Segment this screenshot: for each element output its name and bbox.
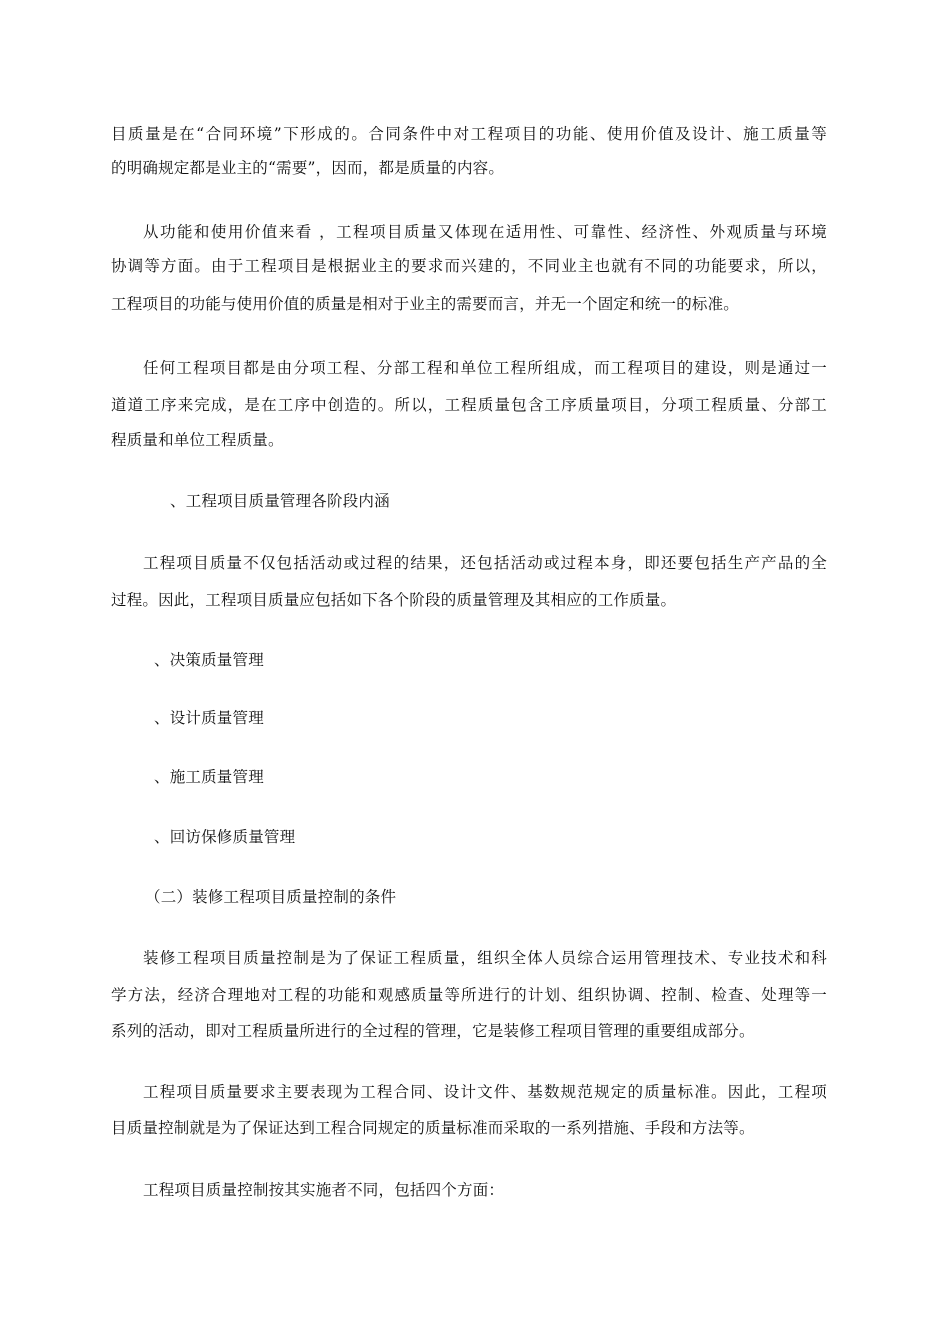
paragraph-line: 程质量和单位工程质量。 bbox=[111, 431, 284, 449]
list-item: 、决策质量管理 bbox=[154, 651, 264, 669]
paragraph-line: 目质量是在“合同环境”下形成的。合同条件中对工程项目的功能、使用价值及设计、施工质量等 bbox=[111, 125, 827, 143]
paragraph-line: 道道工序来完成，是在工序中创造的。所以，工程质量包含工序质量项目，分项工程质量、分部工 bbox=[111, 396, 827, 414]
paragraph-line: 任何工程项目都是由分项工程、分部工程和单位工程所组成，而工程项目的建设，则是通过一 bbox=[143, 359, 827, 377]
paragraph-line: 装修工程项目质量控制是为了保证工程质量，组织全体人员综合运用管理技术、专业技术和科 bbox=[143, 949, 827, 967]
list-item: 、施工质量管理 bbox=[154, 768, 264, 786]
paragraph-line: 工程项目质量控制按其实施者不同，包括四个方面： bbox=[143, 1181, 505, 1199]
section-heading: 、工程项目质量管理各阶段内涵 bbox=[170, 492, 390, 510]
paragraph-line: 从功能和使用价值来看 ，工程项目质量又体现在适用性、可靠性、经济性、外观质量与环境 bbox=[143, 223, 827, 241]
section-heading: （二）装修工程项目质量控制的条件 bbox=[145, 888, 397, 906]
paragraph-line: 过程。因此，工程项目质量应包括如下各个阶段的质量管理及其相应的工作质量。 bbox=[111, 591, 677, 609]
paragraph-line: 协调等方面。由于工程项目是根据业主的要求而兴建的，不同业主也就有不同的功能要求，所以， bbox=[111, 257, 827, 275]
list-item: 、设计质量管理 bbox=[154, 709, 264, 727]
paragraph-line: 学方法，经济合理地对工程的功能和观感质量等所进行的计划、组织协调、控制、检查、处理等一 bbox=[111, 986, 827, 1004]
paragraph-line: 工程项目的功能与使用价值的质量是相对于业主的需要而言，并无一个固定和统一的标准。 bbox=[111, 295, 740, 313]
list-item: 、回访保修质量管理 bbox=[154, 828, 296, 846]
paragraph-line: 系列的活动，即对工程质量所进行的全过程的管理，它是装修工程项目管理的重要组成部分。 bbox=[111, 1022, 755, 1040]
paragraph-line: 工程项目质量不仅包括活动或过程的结果，还包括活动或过程本身，即还要包括生产产品的全 bbox=[143, 554, 827, 572]
paragraph-line: 目质量控制就是为了保证达到工程合同规定的质量标准而采取的一系列措施、手段和方法等。 bbox=[111, 1119, 755, 1137]
paragraph-line: 工程项目质量要求主要表现为工程合同、设计文件、基数规范规定的质量标准。因此，工程项 bbox=[143, 1083, 827, 1101]
paragraph-line: 的明确规定都是业主的“需要”，因而，都是质量的内容。 bbox=[111, 159, 505, 177]
